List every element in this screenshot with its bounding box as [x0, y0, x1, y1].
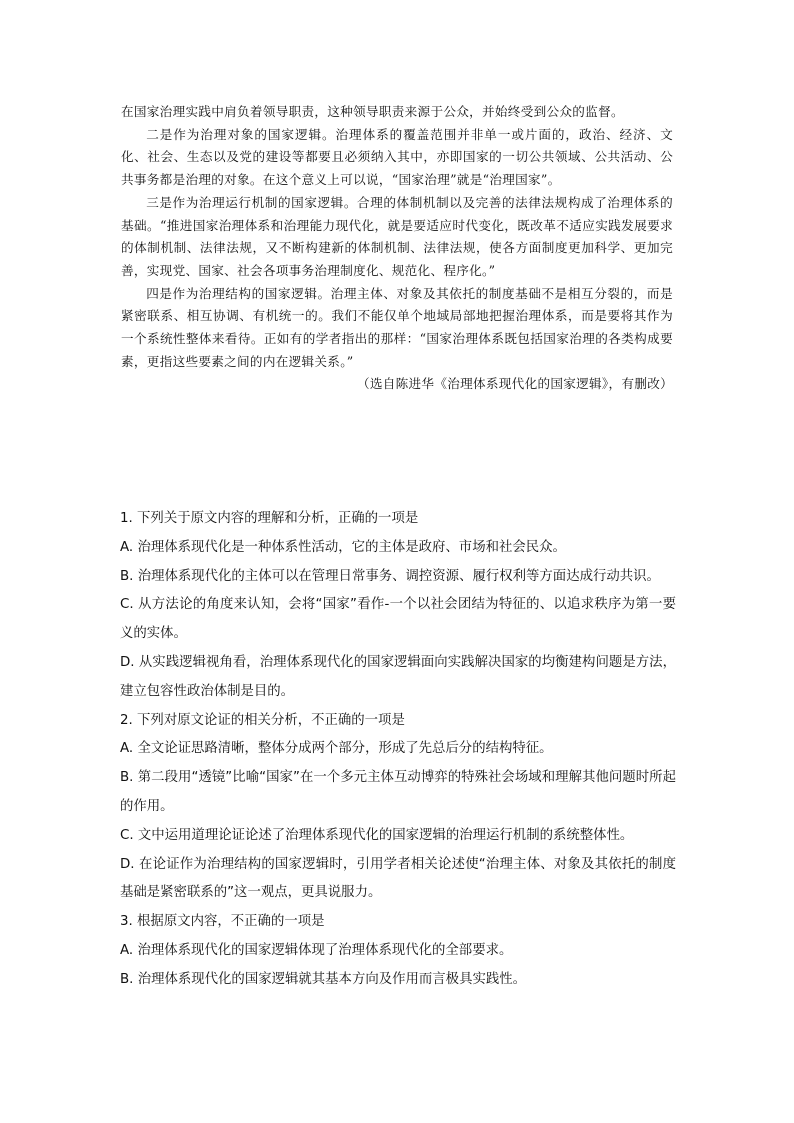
option-a: A. 治理体系现代化的国家逻辑体现了治理体系现代化的全部要求。 — [120, 942, 513, 958]
question-stem: 1. 下列关于原文内容的理解和分析，正确的一项是 — [120, 511, 419, 526]
option-d: D. 从实践逻辑视角看，治理体系现代化的国家逻辑面向实践解决国家的均衡建构问题是方法，建立包容性政治体制是目的。 — [120, 654, 676, 699]
question-stem: 3. 根据原文内容，不正确的一项是 — [120, 914, 325, 930]
passage-paragraph: 四是作为治理结构的国家逻辑。治理主体、对象及其依托的制度基础不是相互分裂的，而是紧密联系、相互协调、有机统一的。我们不能仅单个地域局部地把握治理体系，而是要将其作为一个系统性整体来看待。正如有的学者指出的那样：“国家治理体系既包括国家治理的各类构成要素，更指这些要素之间的内在逻辑关系。” — [121, 285, 673, 369]
option-b: B. 治理体系现代化的主体可以在管理日常事务、调控资源、履行权利等方面达成行动共识。 — [120, 568, 660, 584]
option-b: B. 第二段用“透镜”比喻“国家”在一个多元主体互动博弈的特殊社会场域和理解其他问题时所起的作用。 — [120, 770, 676, 814]
option-d: D. 在论证作为治理结构的国家逻辑时，引用学者相关论述使“治理主体、对象及其依托的制度基础是紧密联系的”这一观点，更具说服力。 — [120, 856, 676, 901]
option-a: A. 全文论证思路清晰，整体分成两个部分，形成了先总后分的结构特征。 — [120, 741, 553, 757]
question-list — [120, 505, 676, 995]
reading-passage — [121, 101, 673, 396]
passage-paragraph: 在国家治理实践中肩负着领导职责，这种领导职责来源于公众，并始终受到公众的监督。 — [121, 104, 624, 119]
option-a: A. 治理体系现代化是一种体系性活动，它的主体是政府、市场和社会民众。 — [120, 539, 566, 555]
passage-paragraph: 三是作为治理运行机制的国家逻辑。合理的体制机制以及完善的法律法规构成了治理体系的基础。“推进国家治理体系和治理能力现代化，就是要适应时代变化，既改革不适应实践发展要求的体制机制、法律法规，又不断构建新的体制机制、法律法规，使各方面制度更加科学、更加完善，实现党、国家、社会各项事务治理制度化、规范化、程序化。” — [121, 194, 673, 278]
question-stem: 2. 下列对原文论证的相关分析，不正确的一项是 — [120, 712, 405, 728]
passage-source: （选自陈进华《治理体系现代化的国家逻辑》，有删改） — [356, 376, 673, 392]
option-c: C. 文中运用道理论证论述了治理体系现代化的国家逻辑的治理运行机制的系统整体性。 — [120, 827, 634, 843]
option-c: C. 从方法论的角度来认知，会将“国家”看作-一个以社会团结为特征的、以追求秩序为第一要义的实体。 — [120, 597, 676, 642]
option-b: B. 治理体系现代化的国家逻辑就其基本方向及作用而言极具实践性。 — [120, 971, 527, 987]
passage-paragraph: 二是作为治理对象的国家逻辑。治理体系的覆盖范围并非单一或片面的，政治、经济、文化、社会、生态以及党的建设等都要且必须纳入其中，亦即国家的一切公共领域、公共活动、公共事务都是治理的对象。在这个意义上可以说，“国家治理”就是“治理国家”。 — [121, 126, 673, 188]
